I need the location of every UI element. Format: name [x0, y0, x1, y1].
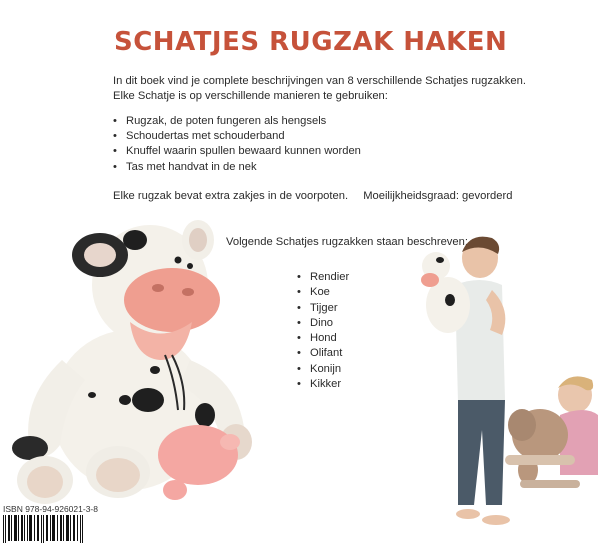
difficulty-text: Moeilijkheidsgraad: gevorderd [363, 190, 513, 202]
list-item: • Rendier [297, 270, 349, 285]
list-item: • Dino [297, 316, 349, 331]
list-item: • Tijger [297, 301, 349, 316]
cow-plush-photo [0, 210, 260, 510]
intro-text [113, 74, 583, 104]
list-item: • Hond [297, 331, 349, 346]
book-title: SCHATJES RUGZAK HAKEN [114, 27, 508, 57]
list-item: • Kikker [297, 377, 349, 392]
children-photo [410, 230, 598, 530]
animals-list [297, 270, 349, 392]
list-item: • Konijn [297, 362, 349, 377]
barcode-icon [3, 515, 85, 543]
animals-intro: Volgende Schatjes rugzakken staan beschreven: [226, 236, 468, 248]
intro-line-1: In dit boek vind je complete beschrijvingen van 8 verschillende Schatjes rugzakken. [113, 75, 526, 87]
isbn-text: ISBN 978-94-926021-3-8 [3, 504, 98, 514]
list-item: • Tas met handvat in de nek [113, 160, 361, 175]
list-item: • Rugzak, de poten fungeren als hengsels [113, 114, 361, 129]
intro-line-2: Elke Schatje is op verschillende manieren te gebruiken: [113, 90, 388, 102]
extra-info [113, 190, 512, 202]
extra-pockets-text: Elke rugzak bevat extra zakjes in de voorpoten. [113, 190, 349, 202]
list-item: • Olifant [297, 346, 349, 361]
list-item: • Knuffel waarin spullen bewaard kunnen worden [113, 144, 361, 159]
uses-list [113, 114, 361, 175]
list-item: • Schoudertas met schouderband [113, 129, 361, 144]
list-item: • Koe [297, 285, 349, 300]
